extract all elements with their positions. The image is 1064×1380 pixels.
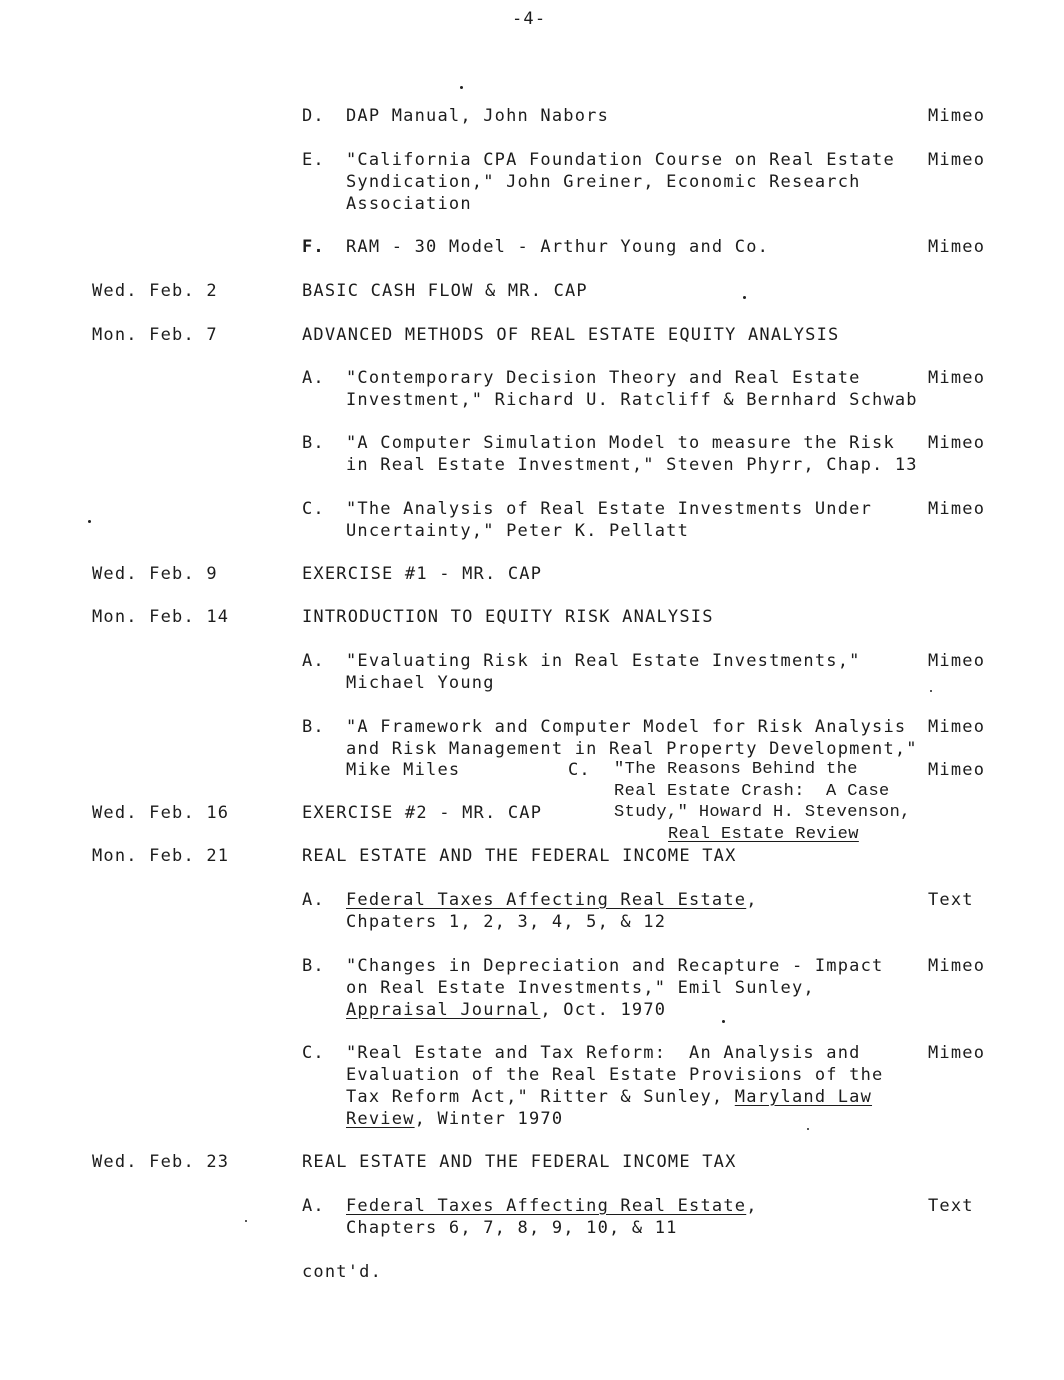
item-text: "California CPA Foundation Course on Real Estate	[346, 150, 895, 170]
item-letter: B.	[302, 717, 325, 737]
item-text: on Real Estate Investments," Emil Sunley,	[346, 978, 815, 998]
scan-speck	[245, 1220, 247, 1222]
book-title: Federal Taxes Affecting Real Estate	[346, 1196, 747, 1216]
item-source: Mimeo	[928, 499, 986, 519]
item-letter: C.	[302, 499, 325, 519]
item-text	[346, 889, 758, 911]
session-topic: REAL ESTATE AND THE FEDERAL INCOME TAX	[302, 1152, 737, 1172]
item-source: Text	[928, 1196, 974, 1216]
citation-tail: , Oct. 1970	[540, 1000, 667, 1020]
item-letter: F.	[302, 237, 325, 257]
journal-title: Review	[346, 1109, 415, 1129]
item-text: Investment," Richard U. Ratcliff & Bernhard Schwab	[346, 390, 918, 410]
item-letter: A.	[302, 890, 325, 910]
punctuation: ,	[746, 1196, 758, 1216]
item-letter: E.	[302, 150, 325, 170]
item-source: Mimeo	[928, 368, 986, 388]
scan-speck	[807, 1128, 809, 1130]
continued-note: cont'd.	[302, 1262, 383, 1282]
item-text: Chapters 6, 7, 8, 9, 10, & 11	[346, 1218, 678, 1238]
item-text	[346, 1108, 563, 1130]
item-text: Chpaters 1, 2, 3, 4, 5, & 12	[346, 912, 667, 932]
item-text: "Evaluating Risk in Real Estate Investments,"	[346, 651, 861, 671]
book-title: Federal Taxes Affecting Real Estate	[346, 890, 747, 910]
session-topic: INTRODUCTION TO EQUITY RISK ANALYSIS	[302, 607, 714, 627]
session-date: Mon. Feb. 14	[92, 607, 230, 627]
scan-speck	[743, 296, 746, 299]
session-topic: REAL ESTATE AND THE FEDERAL INCOME TAX	[302, 846, 737, 866]
item-text	[346, 999, 666, 1021]
item-letter: C.	[302, 1043, 325, 1063]
punctuation: ,	[746, 890, 758, 910]
scan-speck	[930, 690, 932, 692]
session-topic: EXERCISE #1 - MR. CAP	[302, 564, 543, 584]
session-date: Mon. Feb. 21	[92, 846, 230, 866]
citation-tail: , Winter 1970	[414, 1109, 564, 1129]
journal-title: Appraisal Journal	[346, 1000, 541, 1020]
item-letter: B.	[302, 956, 325, 976]
session-date: Wed. Feb. 2	[92, 281, 218, 301]
item-text: Evaluation of the Real Estate Provisions of the	[346, 1065, 884, 1085]
item-text: "The Analysis of Real Estate Investments Under	[346, 499, 873, 519]
session-topic: EXERCISE #2 - MR. CAP	[302, 803, 543, 823]
session-date: Wed. Feb. 9	[92, 564, 218, 584]
item-text	[346, 1195, 758, 1217]
item-text: RAM - 30 Model - Arthur Young and Co.	[346, 237, 770, 257]
scan-speck	[460, 86, 463, 89]
item-text	[346, 1086, 872, 1108]
item-source: Mimeo	[928, 237, 986, 257]
item-source: Mimeo	[928, 150, 986, 170]
item-letter: D.	[302, 106, 325, 126]
item-letter: A.	[302, 651, 325, 671]
item-source: Mimeo	[928, 717, 986, 737]
item-source: Mimeo	[928, 760, 986, 780]
item-source: Mimeo	[928, 651, 986, 671]
page-number: -4-	[512, 9, 547, 29]
scan-speck	[722, 1020, 725, 1023]
item-text: "The Reasons Behind the	[614, 760, 858, 779]
item-letter: B.	[302, 433, 325, 453]
session-date: Wed. Feb. 16	[92, 803, 230, 823]
item-text: in Real Estate Investment," Steven Phyrr, Chap. 13	[346, 455, 918, 475]
item-source: Mimeo	[928, 1043, 986, 1063]
item-text: Real Estate Crash: A Case	[614, 782, 890, 801]
item-text: "Changes in Depreciation and Recapture - Impact	[346, 956, 884, 976]
item-letter: C.	[568, 760, 591, 780]
item-text: Syndication," John Greiner, Economic Research	[346, 172, 861, 192]
citation-head: Tax Reform Act," Ritter & Sunley,	[346, 1087, 735, 1107]
item-text: Mike Miles	[346, 760, 461, 780]
session-date: Wed. Feb. 23	[92, 1152, 230, 1172]
item-letter: A.	[302, 368, 325, 388]
scan-speck	[88, 520, 91, 523]
session-date: Mon. Feb. 7	[92, 325, 218, 345]
item-source: Text	[928, 890, 974, 910]
item-text: Michael Young	[346, 673, 495, 693]
item-source: Mimeo	[928, 956, 986, 976]
item-text: "Real Estate and Tax Reform: An Analysis and	[346, 1043, 861, 1063]
item-source: Mimeo	[928, 106, 986, 126]
item-text: Association	[346, 194, 472, 214]
item-text: "A Framework and Computer Model for Risk Analysis	[346, 717, 907, 737]
item-text: DAP Manual, John Nabors	[346, 106, 610, 126]
session-topic: ADVANCED METHODS OF REAL ESTATE EQUITY ANALYSIS	[302, 325, 840, 345]
item-text-underlined: Real Estate Review	[668, 825, 859, 844]
item-text: "A Computer Simulation Model to measure the Risk	[346, 433, 895, 453]
item-text: and Risk Management in Real Property Development,"	[346, 739, 918, 759]
item-letter: A.	[302, 1196, 325, 1216]
item-text: Study," Howard H. Stevenson,	[614, 803, 911, 822]
item-text: Uncertainty," Peter K. Pellatt	[346, 521, 690, 541]
item-text: "Contemporary Decision Theory and Real Estate	[346, 368, 861, 388]
item-source: Mimeo	[928, 433, 986, 453]
session-topic: BASIC CASH FLOW & MR. CAP	[302, 281, 588, 301]
journal-title: Maryland Law	[734, 1087, 873, 1107]
